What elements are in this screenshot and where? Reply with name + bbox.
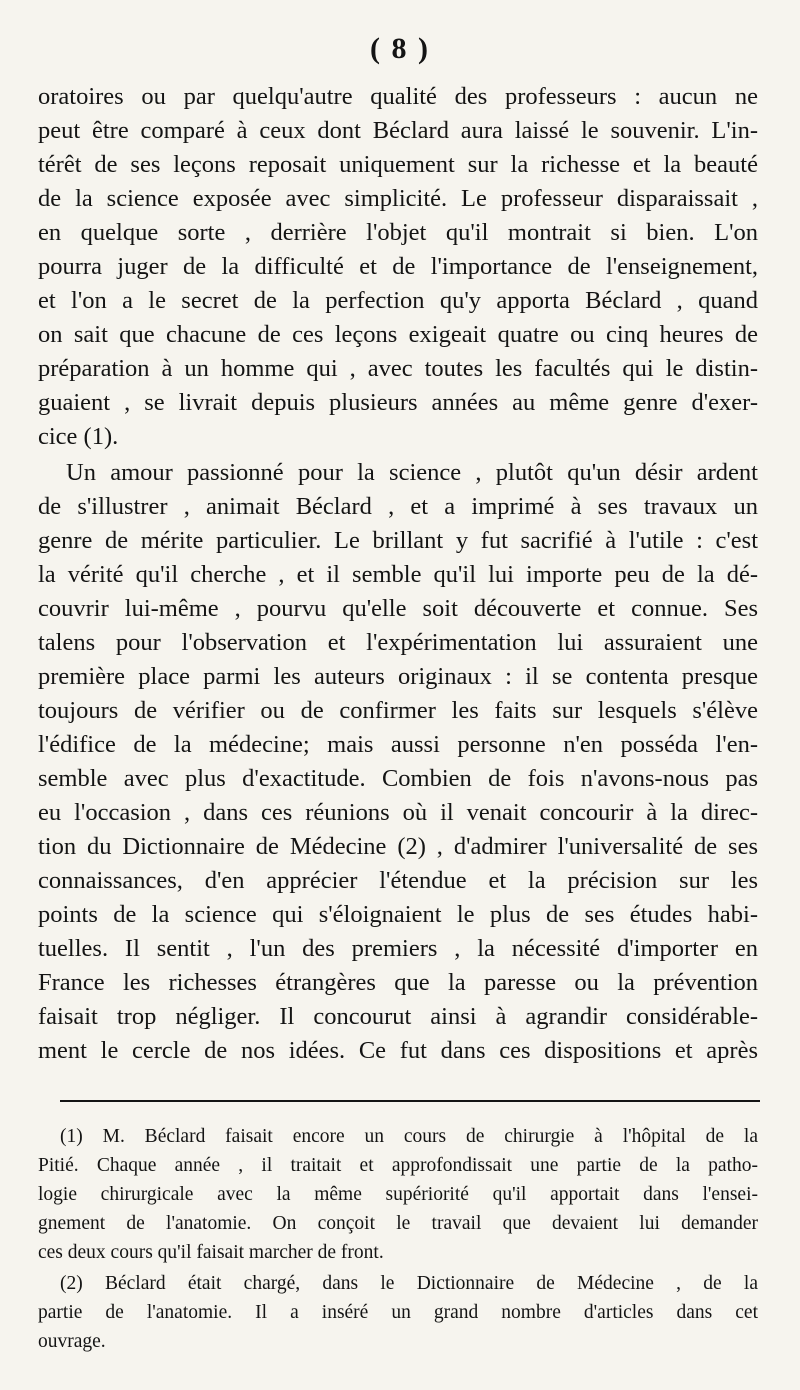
body-line: guaient , se livrait depuis plusieurs années au même genre d'exer- [38, 389, 758, 416]
footnote-separator [60, 1100, 760, 1102]
body-line: couvrir lui-même , pourvu qu'elle soit découverte et connue. Ses [38, 595, 758, 622]
body-line: tuelles. Il sentit , l'un des premiers , la nécessité d'importer en [38, 935, 758, 962]
body-line: ment le cercle de nos idées. Ce fut dans ces dispositions et après [38, 1037, 758, 1064]
body-line: eu l'occasion , dans ces réunions où il venait concourir à la direc- [38, 799, 758, 826]
body-line: préparation à un homme qui , avec toutes les facultés qui le distin- [38, 355, 758, 382]
body-line: térêt de ses leçons reposait uniquement sur la richesse et la beauté [38, 151, 758, 178]
footnote-line: ouvrage. [38, 1331, 106, 1352]
body-line: pourra juger de la difficulté et de l'importance de l'enseignement, [38, 253, 758, 280]
body-line: tion du Dictionnaire de Médecine (2) , d'admirer l'universalité de ses [38, 833, 758, 860]
body-line: faisait trop négliger. Il concourut ainsi à agrandir considérable- [38, 1003, 758, 1030]
body-line: de s'illustrer , animait Béclard , et a imprimé à ses travaux un [38, 493, 758, 520]
body-line: peut être comparé à ceux dont Béclard aura laissé le souvenir. L'in- [38, 117, 758, 144]
body-line: Un amour passionné pour la science , plutôt qu'un désir ardent [66, 459, 758, 486]
footnote-line: gnement de l'anatomie. On conçoit le travail que devaient lui demander [38, 1213, 758, 1234]
body-line: l'édifice de la médecine; mais aussi personne n'en posséda l'en- [38, 731, 758, 758]
body-line: toujours de vérifier ou de confirmer les faits sur lesquels s'élève [38, 697, 758, 724]
body-line: en quelque sorte , derrière l'objet qu'il montrait si bien. L'on [38, 219, 758, 246]
body-line: on sait que chacune de ces leçons exigeait quatre ou cinq heures de [38, 321, 758, 348]
body-line: points de la science qui s'éloignaient le plus de ses études habi- [38, 901, 758, 928]
footnote-line: ces deux cours qu'il faisait marcher de front. [38, 1242, 384, 1263]
footnote-line: partie de l'anatomie. Il a inséré un grand nombre d'articles dans cet [38, 1302, 758, 1323]
body-line: genre de mérite particulier. Le brillant y fut sacrifié à l'utile : c'est [38, 527, 758, 554]
footnote-line: (2) Béclard était chargé, dans le Dictionnaire de Médecine , de la [60, 1273, 758, 1294]
footnote-line: (1) M. Béclard faisait encore un cours de chirurgie à l'hôpital de la [60, 1126, 758, 1147]
body-line: oratoires ou par quelqu'autre qualité des professeurs : aucun ne [38, 83, 758, 110]
body-line: première place parmi les auteurs originaux : il se contenta presque [38, 663, 758, 690]
body-line: semble avec plus d'exactitude. Combien de fois n'avons-nous pas [38, 765, 758, 792]
body-line: et l'on a le secret de la perfection qu'y apporta Béclard , quand [38, 287, 758, 314]
body-line: talens pour l'observation et l'expérimentation lui assuraient une [38, 629, 758, 656]
footnote-line: Pitié. Chaque année , il traitait et approfondissait une partie de la patho- [38, 1155, 758, 1176]
body-line: connaissances, d'en apprécier l'étendue et la précision sur les [38, 867, 758, 894]
page-number: ( 8 ) [370, 32, 430, 65]
body-line: la vérité qu'il cherche , et il semble qu'il lui importe peu de la dé- [38, 561, 758, 588]
body-line: France les richesses étrangères que la paresse ou la prévention [38, 969, 758, 996]
body-line: de la science exposée avec simplicité. Le professeur disparaissait , [38, 185, 758, 212]
body-line: cice (1). [38, 423, 119, 450]
footnote-line: logie chirurgicale avec la même supériorité qu'il apportait dans l'ensei- [38, 1184, 758, 1205]
